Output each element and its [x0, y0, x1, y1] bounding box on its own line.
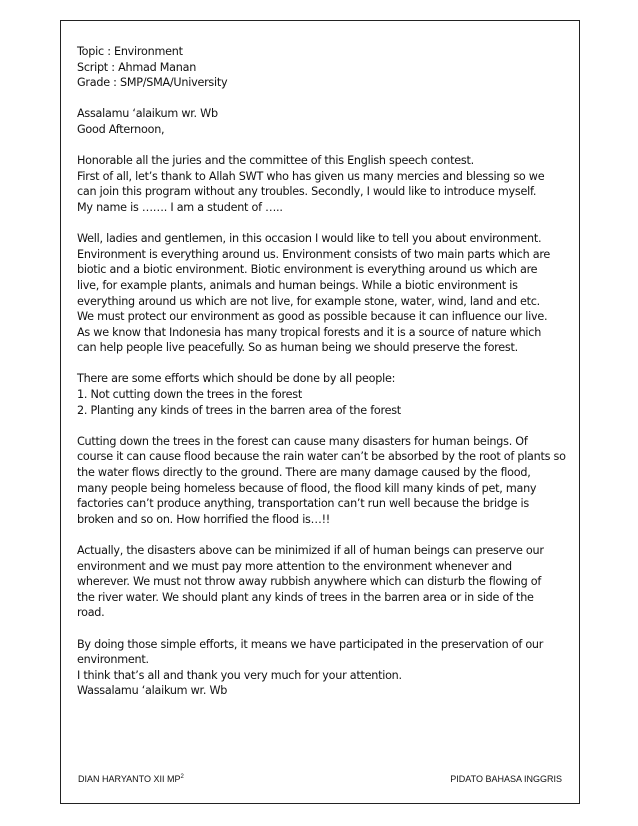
text-line: the river water. We should plant any kinds of trees in the barren area or in side of the — [77, 590, 534, 604]
text-line: I think that’s all and thank you very much for your attention. — [77, 668, 402, 682]
text-line: Actually, the disasters above can be minimized if all of human beings can preserve our — [77, 544, 544, 557]
text-line: Well, ladies and gentlemen, in this occasion I would like to tell you about environment. — [77, 232, 542, 246]
script-line: Script : Ahmad Manan — [77, 60, 197, 74]
text-line: As we know that Indonesia has many tropical forests and it is a source of nature which — [77, 325, 542, 339]
text-line: Cutting down the trees in the forest can cause many disasters for human beings. Of — [77, 434, 528, 448]
footer-author-text: DIAN HARYANTO XII MP — [78, 774, 181, 784]
text-line: broken and so on. How horrified the flood is…!! — [77, 512, 331, 526]
text-line: Wassalamu ‘alaikum wr. Wb — [77, 684, 228, 698]
text-line: By doing those simple efforts, it means we have participated in the preservation of our — [77, 637, 544, 651]
topic-line: Topic : Environment — [77, 45, 183, 58]
text-line: live, for example plants, animals and human beings. While a biotic environment is — [77, 278, 518, 292]
text-line: There are some efforts which should be done by all people: — [77, 372, 396, 386]
text-line: Assalamu ‘alaikum wr. Wb — [77, 107, 218, 121]
text-line: factories can’t produce anything, transportation can’t run well because the bridge is — [77, 497, 529, 511]
greeting-paragraph — [77, 106, 577, 137]
efforts-paragraph — [77, 371, 577, 418]
footer-author-superscript: 2 — [180, 774, 184, 780]
text-line: course it can cause flood because the rain water can’t be absorbed by the root of plants so — [77, 450, 566, 464]
header-block — [77, 44, 577, 91]
text-line: can help people live peacefully. So as human being we should preserve the forest. — [77, 341, 518, 355]
speech-content — [77, 44, 577, 715]
footer-title: PIDATO BAHASA INGGRIS — [450, 774, 562, 784]
grade-line: Grade : SMP/SMA/University — [77, 76, 228, 90]
list-item: 1. Not cutting down the trees in the forest — [77, 388, 302, 402]
text-line: can join this program without any troubles. Secondly, I would like to introduce myself. — [77, 185, 537, 199]
text-line: biotic and a biotic environment. Biotic environment is everything around us which are — [77, 263, 538, 277]
text-line: environment. — [77, 653, 149, 667]
text-line: environment and we must pay more attention to the environment whenever and — [77, 559, 512, 573]
disasters-paragraph — [77, 434, 577, 528]
text-line: wherever. We must not throw away rubbish anywhere which can disturb the flowing of — [77, 575, 542, 589]
minimize-paragraph — [77, 543, 577, 621]
environment-paragraph — [77, 231, 577, 356]
text-line: First of all, let’s thank to Allah SWT who has given us many mercies and blessing so we — [77, 169, 545, 183]
closing-paragraph — [77, 637, 577, 699]
text-line: Honorable all the juries and the committee of this English speech contest. — [77, 154, 474, 168]
text-line: My name is ……. I am a student of ….. — [77, 200, 283, 214]
text-line: everything around us which are not live, for example stone, water, wind, land and etc. — [77, 294, 540, 308]
footer-author — [78, 774, 184, 784]
text-line: the water flows directly to the ground. There are many damage caused by the flood, — [77, 466, 531, 480]
text-line: We must protect our environment as good as possible because it can influence our live. — [77, 310, 548, 324]
text-line: Good Afternoon, — [77, 122, 165, 136]
text-line: many people being homeless because of flood, the flood kill many kinds of pet, many — [77, 481, 537, 495]
list-item: 2. Planting any kinds of trees in the barren area of the forest — [77, 403, 401, 417]
opening-paragraph — [77, 153, 577, 215]
text-line: Environment is everything around us. Environment consists of two main parts which are — [77, 247, 551, 261]
text-line: road. — [77, 606, 105, 620]
